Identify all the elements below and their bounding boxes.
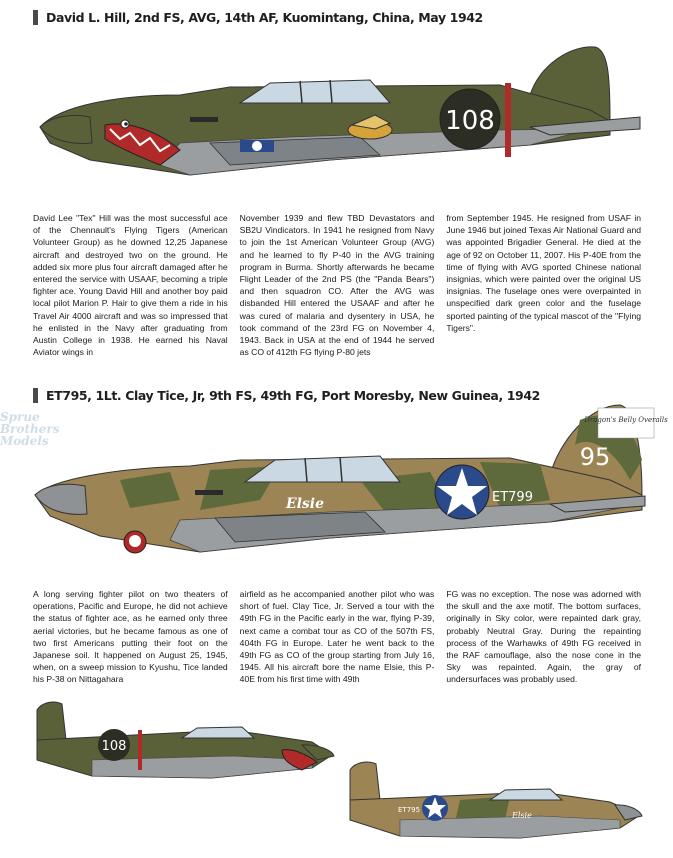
brand-logo: Sprue Brothers Models: [0, 410, 60, 448]
aircraft-profile-hill: [30, 25, 650, 205]
text-column: A long serving fighter pilot on two theaters of operations, Pacific and Europe, he did not achieve the status of fighter ace, as he earned only three aerial victories, but he became famous as one of two first Americans putting their foot on the Japanese soil. It happened on August 25, 1945, when, on a sweep mission to Kyushu, Tice landed his P-38 on Nittagahara: [33, 589, 228, 685]
text-columns-1: [33, 212, 641, 358]
tail-art-text: Dragon's Belly Overalls: [584, 416, 668, 424]
skull-emblem-icon: [124, 531, 146, 553]
small-aircraft-number: 108: [101, 739, 127, 754]
small-serial: ET795: [398, 806, 421, 814]
aircraft-profile-tice: [30, 400, 668, 580]
text-column: from September 1945. He resigned from USAF in June 1946 but joined Texas Air National Guard and was appointed Brigadier General. He died at the age of 92 on October 11, 2007. His P-40E from the time of flying with AVG sported Chinese national insignias, which were painted over the original US insignias. The fuselage ones were overpainted in unspecified dark green color and the fuselage sported painting of the typical mascot of the "Flying Tigers".: [446, 213, 642, 333]
small-aircraft-number: 95: [384, 783, 401, 798]
title-text: David L. Hill, 2nd FS, AVG, 14th AF, Kuomintang, China, May 1942: [46, 10, 483, 25]
title-text: ET795, 1Lt. Clay Tice, Jr, 9th FS, 49th FG, Port Moresby, New Guinea, 1942: [46, 388, 540, 403]
section-title-1: [33, 10, 483, 25]
small-aircraft-hill: [32, 700, 342, 795]
aircraft-number: 95: [579, 443, 611, 471]
text-column: David Lee "Tex" Hill was the most successful ace of the Chennault's Flying Tigers (American Volunteer Group) as he downed 12,25 Japanese aircraft and destroyed two on the ground. He added six more plus four aircraft damaged after he entered the service with USAAF, becoming a triple fighter ace. Young David Hill and another boy paid local pilot Marion P. Hair to give them a ride in his Travel Air 4000 aircraft and was so impressed that he enlisted in the Navy after graduating from Austin College in 1938. He earned his Naval Aviator wings in: [33, 213, 228, 358]
title-bar: [33, 10, 38, 25]
text-columns-2: [33, 588, 641, 686]
small-name: Elsie: [512, 811, 532, 820]
serial-number: ET799: [492, 490, 533, 505]
star-roundel-icon: [435, 465, 489, 519]
text-column: FG was no exception. The nose was adorned with the skull and the axe motif. The bottom surfaces, originally in Sky color, were repainted dark gray, probably Neutral Gray. During the repainting process of the Warhawks of 49th FG received in the RAF camouflage, also the nose cone in the Sky was repainted. Again, the gray of undersurfaces was probably used.: [446, 589, 642, 685]
nose-art-name: Elsie: [285, 496, 325, 512]
small-aircraft-tice: [340, 760, 645, 850]
text-column: airfield as he accompanied another pilot who was short of fuel. Clay Tice, Jr. Served a tour with the 49th FG in the Pacific early in the war, flying P-39, next came a combat tour as CO of the 507th FS, 404th FG in Europe. Later he went back to the 49th FG as CO of the group starting from July 16, 1945. All his aircraft bore the name Elsie, this P-40E from his first time with 49th: [239, 589, 435, 685]
aircraft-number: 108: [445, 106, 495, 136]
text-column: November 1939 and flew TBD Devastators and SB2U Vindicators. In 1941 he resigned from Navy to join the 1st American Volunteer Group (AVG) and he learned to fly P-40 in the AVG training program in Burma. Shortly afterwards he became Flight Leader of the 2nd PS (the "Panda Bears") and then squadron CO. After the AVG was disbanded Hill entered the USAAF and after he was cured of malaria and dysentery in USA, he took command of the 23rd FG on November 4, 1943. Back in USA at the end of 1944 he served as CO of 412th FG flying P-80 jets: [239, 213, 435, 358]
